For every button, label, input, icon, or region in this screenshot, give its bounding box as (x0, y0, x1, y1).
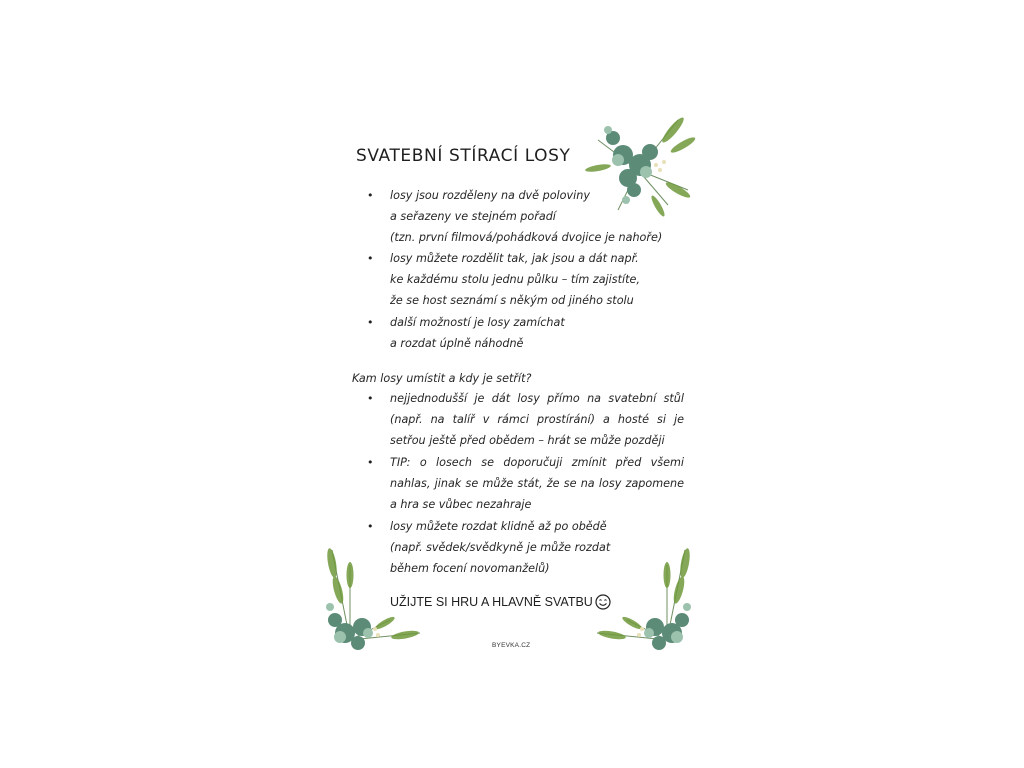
list1-item2-line1: losy můžete rozdělit tak, jak jsou a dát např. (390, 252, 639, 265)
list2-item1-line2: (např. na talíř v rámci prostírání) a hosté si je (390, 413, 684, 426)
bullet-3: • (367, 316, 374, 329)
list2-item2-line3: a hra se vůbec nezahraje (390, 498, 532, 511)
bullet-4: • (367, 392, 374, 405)
list1-item3-line1: další možností je losy zamíchat (390, 316, 565, 329)
list1-item2-line3: že se host seznámí s někým od jiného stolu (390, 294, 634, 307)
section-question: Kam losy umístit a kdy je setřít? (352, 372, 532, 385)
list2-item1-line1: nejjednodušší je dát losy přímo na svatební stůl (390, 392, 684, 405)
document-page (320, 110, 710, 670)
list2-item3-line1: losy můžete rozdat klidně až po obědě (390, 520, 607, 533)
bullet-6: • (367, 520, 374, 533)
list2-item1-line3: setřou ještě před obědem – hrát se může později (390, 434, 665, 447)
eucalyptus-bottom-left-decoration (320, 545, 425, 655)
list1-item3-line2: a rozdat úplně náhodně (390, 337, 524, 350)
list1-item1-line1: losy jsou rozděleny na dvě poloviny (390, 189, 590, 202)
list1-item1-line3: (tzn. první filmová/pohádková dvojice je nahoře) (390, 231, 663, 244)
list2-item2-line2: nahlas, jinak se může stát, že se na losy zapomene (390, 477, 684, 490)
closing-message: UŽIJTE SI HRU A HLAVNĚ SVATBU (390, 595, 593, 609)
bullet-2: • (367, 252, 374, 265)
list2-item3-line2: (např. svědek/svědkyně je může rozdat (390, 541, 611, 554)
bullet-5: • (367, 456, 374, 469)
list2-item2-line1: TIP: o losech se doporučuji zmínit před všemi (390, 456, 684, 469)
bullet-1: • (367, 189, 374, 202)
list1-item2-line2: ke každému stolu jednu půlku – tím zajistíte, (390, 273, 640, 286)
page-title: SVATEBNÍ STÍRACÍ LOSY (356, 146, 571, 166)
eucalyptus-top-right-decoration (578, 110, 698, 220)
list1-item1-line2: a seřazeny ve stejném pořadí (390, 210, 556, 223)
footer-brand: BYEVKA.CZ (492, 642, 531, 649)
list2-item3-line3: během focení novomanželů) (390, 562, 550, 575)
eucalyptus-bottom-right-decoration (592, 545, 697, 655)
